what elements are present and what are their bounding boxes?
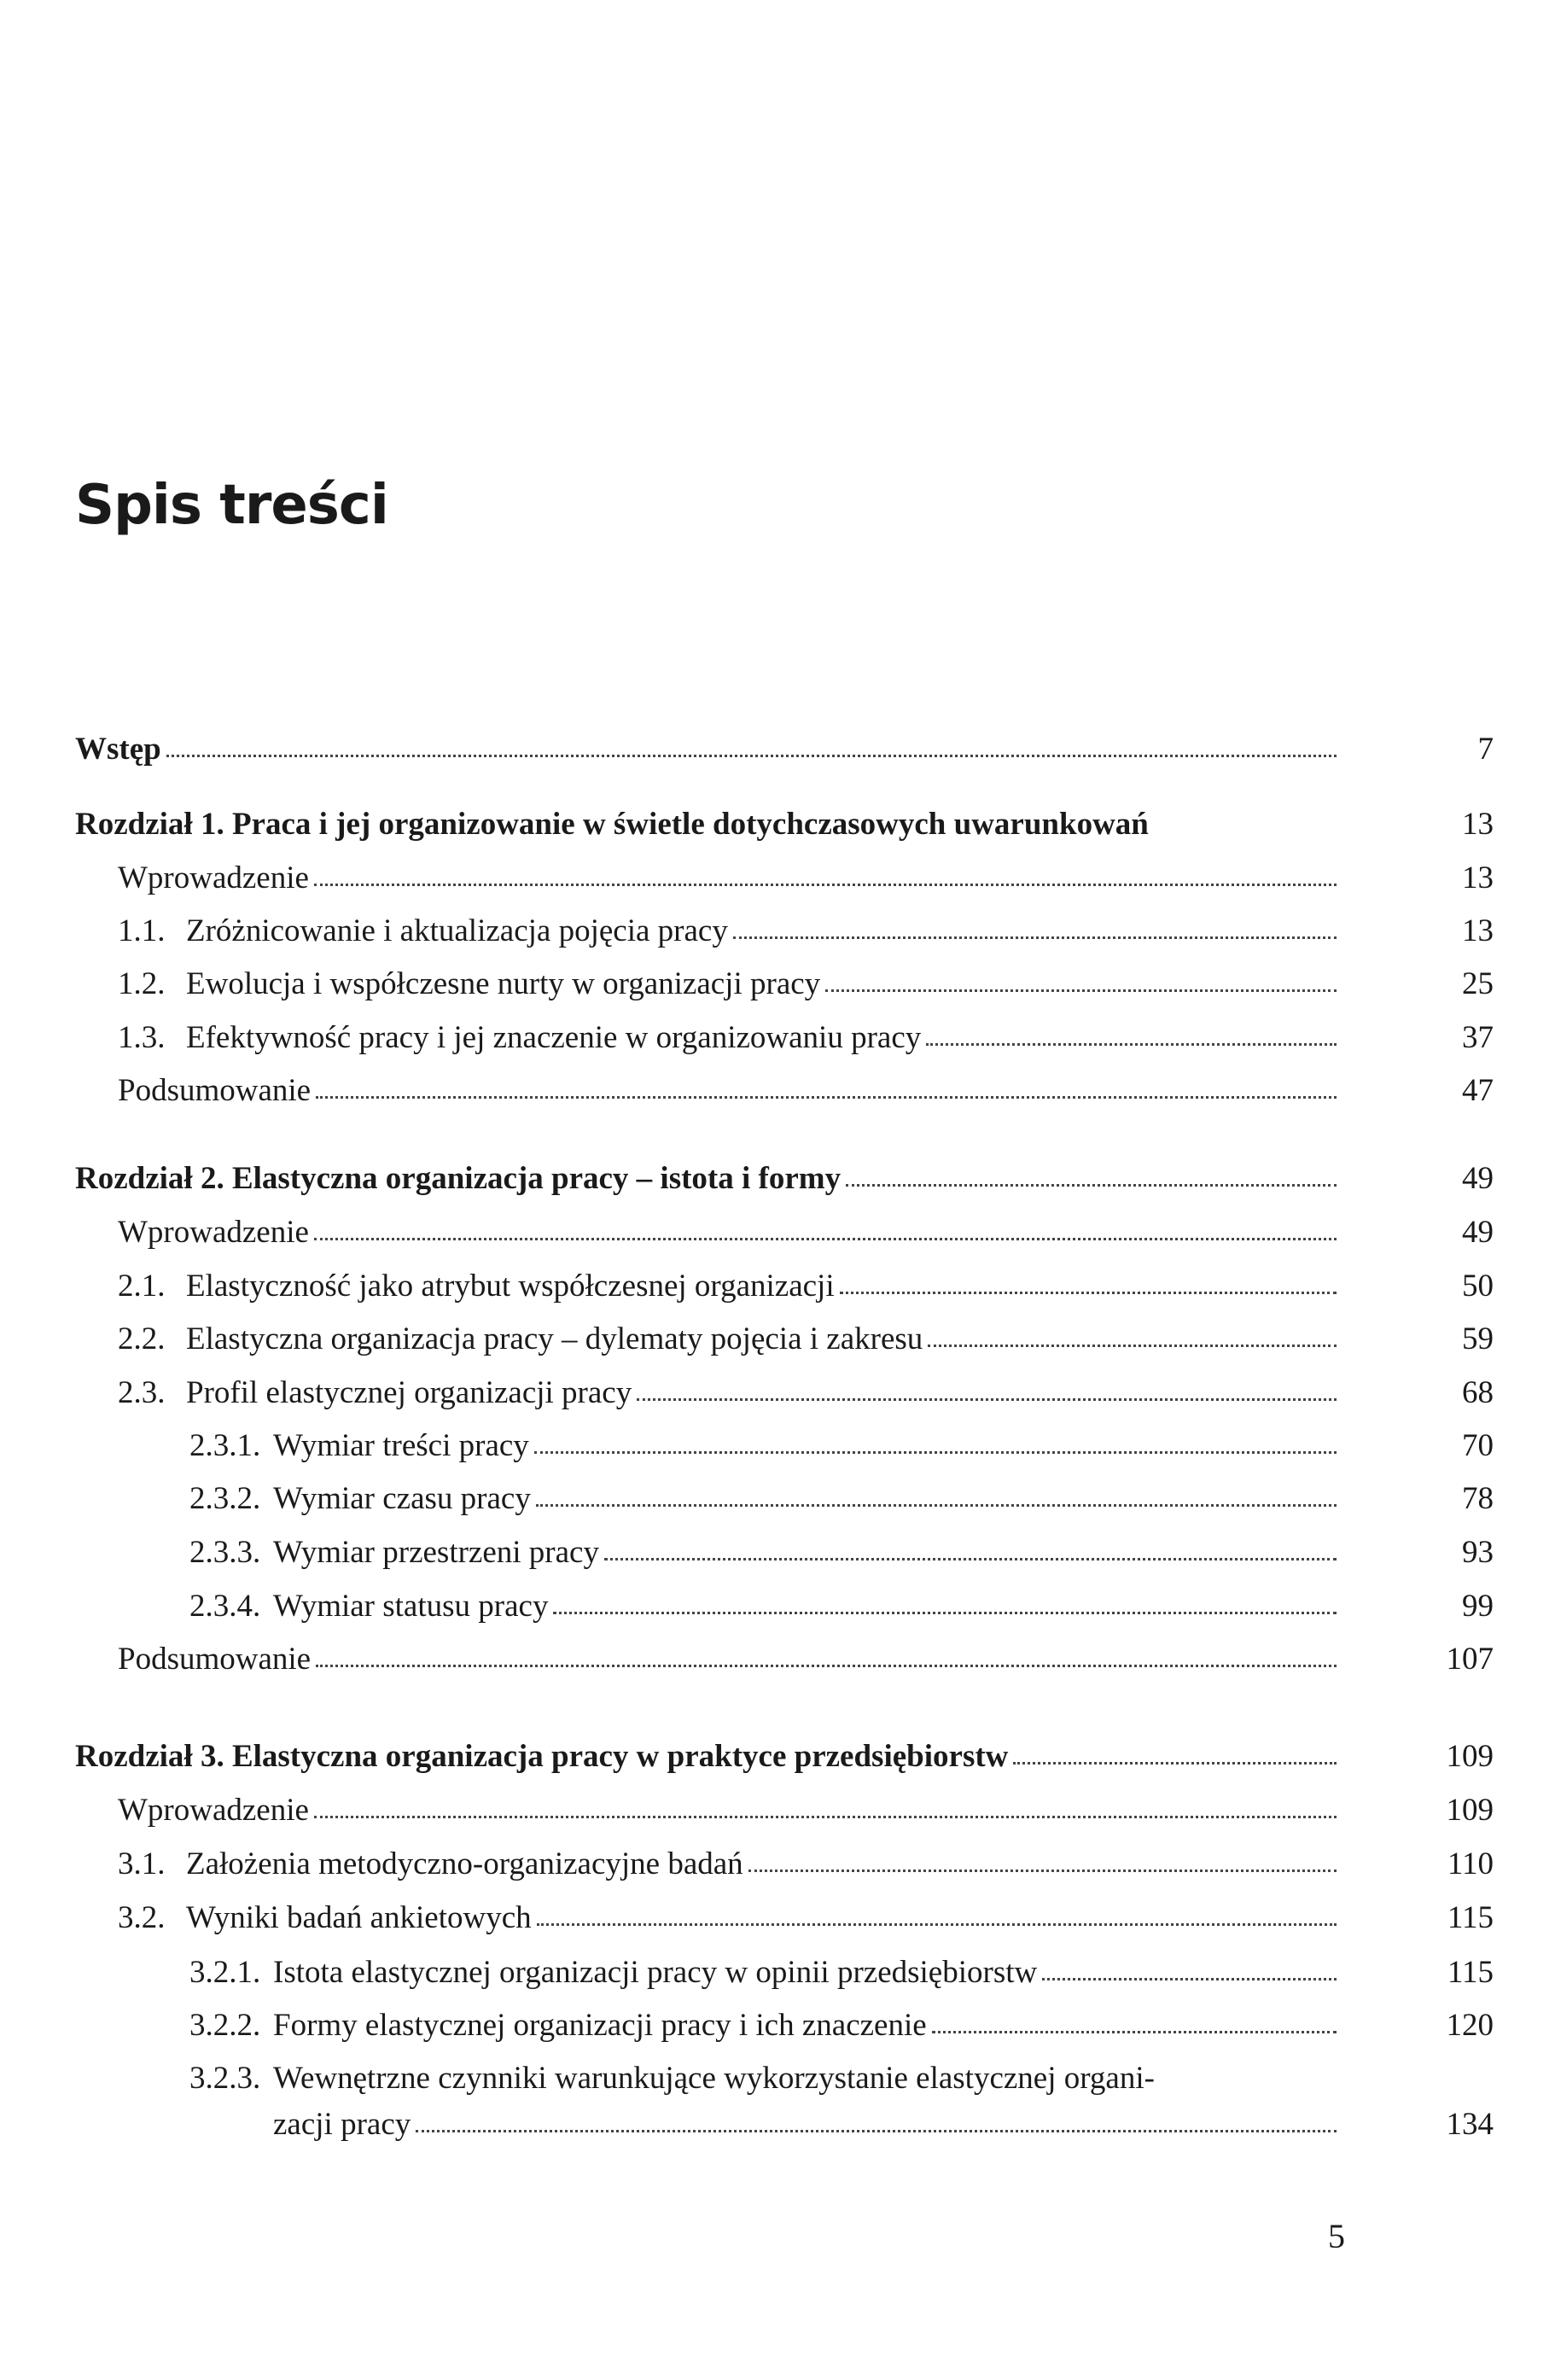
toc-chapter-label: Rozdział 2. Elastyczna organizacja pracy – istota i formy	[75, 1161, 842, 1196]
leader-dots	[314, 1816, 1337, 1818]
toc-entry-label: Wymiar treści pracy	[273, 1428, 529, 1463]
toc-entry[interactable]	[118, 913, 1494, 954]
toc-entry-number: 1.2.	[118, 966, 166, 1001]
leader-dots	[928, 1345, 1337, 1347]
toc-entry-label: Podsumowanie	[118, 1073, 312, 1108]
leader-dots	[1042, 1978, 1337, 1980]
toc-page-number: 109	[1446, 1793, 1494, 1828]
toc-entry-number: 3.2.1.	[189, 1955, 261, 1990]
page-title: Spis treści	[75, 474, 388, 537]
toc-subentry[interactable]	[189, 1534, 1494, 1575]
toc-page-number: 47	[1462, 1073, 1494, 1108]
toc-entry[interactable]	[118, 1072, 1494, 1113]
leader-dots	[416, 2130, 1337, 2132]
toc-entry-number: 2.3.2.	[189, 1481, 261, 1516]
toc-page-number: 25	[1462, 966, 1494, 1001]
toc-entry[interactable]	[118, 860, 1494, 901]
toc-page-number: 50	[1462, 1269, 1494, 1304]
toc-page-number: 78	[1462, 1481, 1494, 1516]
toc-page-number: 13	[1462, 807, 1494, 842]
toc-page-number: 115	[1447, 1900, 1494, 1935]
leader-dots	[846, 1184, 1337, 1187]
leader-dots	[637, 1398, 1337, 1401]
toc-entry-label: Wprowadzenie	[118, 1215, 309, 1250]
toc-entry-label: Ewolucja i współczesne nurty w organizacji pracy	[186, 966, 821, 1001]
leader-dots	[604, 1558, 1337, 1560]
toc-entry-label: Wstęp	[75, 732, 161, 767]
leader-dots	[825, 989, 1337, 992]
toc-entry-number: 2.3.3.	[189, 1535, 261, 1570]
toc-entry-label: Wyniki badań ankietowych	[186, 1900, 532, 1935]
toc-entry-number: 3.1.	[118, 1846, 166, 1881]
toc-entry-label: Podsumowanie	[118, 1642, 312, 1677]
toc-page-number: 49	[1462, 1215, 1494, 1250]
leader-dots	[932, 2031, 1337, 2033]
toc-entry-number: 2.3.	[118, 1375, 166, 1410]
toc-page-number: 99	[1462, 1589, 1494, 1624]
toc-entry[interactable]	[118, 1019, 1494, 1060]
toc-entry-number: 3.2.	[118, 1900, 166, 1935]
toc-page-number: 109	[1446, 1739, 1494, 1774]
toc-entry-label: Zróżnicowanie i aktualizacja pojęcia pracy	[186, 913, 728, 948]
toc-page-number: 68	[1462, 1375, 1494, 1410]
toc-entry-number: 2.3.1.	[189, 1428, 261, 1463]
toc-entry-number: 1.3.	[118, 1020, 166, 1055]
toc-page-number: 93	[1462, 1535, 1494, 1570]
toc-chapter-3[interactable]	[75, 1738, 1494, 1779]
toc-entry[interactable]	[118, 1214, 1494, 1255]
toc-page-number: 13	[1462, 860, 1494, 895]
toc-subentry[interactable]	[189, 1480, 1494, 1521]
toc-page-number: 120	[1446, 2008, 1494, 2043]
toc-page-number: 134	[1446, 2107, 1494, 2142]
toc-page-number: 70	[1462, 1428, 1494, 1463]
toc-subentry[interactable]	[189, 1427, 1494, 1468]
toc-entry-number: 2.3.4.	[189, 1589, 261, 1624]
leader-dots	[537, 1923, 1337, 1926]
leader-dots	[316, 1096, 1337, 1099]
toc-entry[interactable]	[118, 1641, 1494, 1682]
toc-entry[interactable]	[118, 1899, 1494, 1940]
toc-entry-label: Elastyczna organizacja pracy – dylematy pojęcia i zakresu	[186, 1321, 923, 1356]
toc-entry-label: zacji pracy	[273, 2107, 411, 2142]
toc-entry-label: Wymiar przestrzeni pracy	[273, 1535, 599, 1570]
leader-dots	[840, 1292, 1337, 1294]
leader-dots	[536, 1504, 1337, 1507]
toc-entry-number: 1.1.	[118, 913, 166, 948]
toc-subentry-continuation[interactable]	[273, 2106, 1494, 2147]
toc-page-number: 115	[1447, 1955, 1494, 1990]
leader-dots	[314, 1238, 1337, 1240]
toc-entry-number: 2.1.	[118, 1269, 166, 1304]
toc-subentry[interactable]	[189, 1954, 1494, 1995]
toc-entry-label: Wprowadzenie	[118, 860, 309, 895]
toc-entry-intro[interactable]	[75, 731, 1494, 772]
toc-entry-label: Formy elastycznej organizacji pracy i ich znaczenie	[273, 2008, 927, 2043]
leader-dots	[748, 1870, 1337, 1872]
toc-entry-number: 2.2.	[118, 1321, 166, 1356]
toc-subentry[interactable]	[189, 1588, 1494, 1629]
toc-entry-label: Elastyczność jako atrybut współczesnej organizacji	[186, 1269, 835, 1304]
toc-chapter-label: Rozdział 3. Elastyczna organizacja pracy w praktyce przedsiębiorstw	[75, 1739, 1009, 1774]
leader-dots	[166, 755, 1337, 757]
toc-entry-label: Profil elastycznej organizacji pracy	[186, 1375, 632, 1410]
toc-entry-number: 3.2.2.	[189, 2008, 261, 2043]
toc-page-number: 107	[1446, 1642, 1494, 1677]
toc-subentry[interactable]	[189, 2007, 1494, 2048]
leader-dots	[1013, 1762, 1337, 1765]
toc-entry[interactable]	[118, 1321, 1494, 1362]
toc-page-number: 110	[1447, 1846, 1494, 1881]
leader-dots	[316, 1665, 1337, 1667]
leader-dots	[314, 884, 1337, 886]
toc-entry-number: 3.2.3.	[189, 2061, 261, 2096]
toc-page-number: 13	[1462, 913, 1494, 948]
toc-entry[interactable]	[118, 965, 1494, 1006]
toc-page-number: 49	[1462, 1161, 1494, 1196]
toc-chapter-1[interactable]	[75, 806, 1494, 847]
toc-chapter-label: Rozdział 1. Praca i jej organizowanie w świetle dotychczasowych uwarunkowań	[75, 807, 1149, 842]
toc-page-number: 59	[1462, 1321, 1494, 1356]
toc-entry-label: Efektywność pracy i jej znaczenie w organizowaniu pracy	[186, 1020, 922, 1055]
toc-entry-label: Wymiar statusu pracy	[273, 1589, 549, 1624]
toc-entry[interactable]	[118, 1846, 1494, 1887]
toc-entry-label: Wewnętrzne czynniki warunkujące wykorzystanie elastycznej organi-	[273, 2061, 1155, 2096]
leader-dots	[534, 1451, 1337, 1454]
toc-entry-label: Istota elastycznej organizacji pracy w opinii przedsiębiorstw	[273, 1955, 1038, 1990]
toc-entry[interactable]	[118, 1268, 1494, 1309]
toc-subentry[interactable]	[189, 2060, 1343, 2101]
leader-dots	[926, 1043, 1337, 1046]
toc-entry[interactable]	[118, 1792, 1494, 1833]
toc-page-number: 37	[1462, 1020, 1494, 1055]
toc-entry-label: Założenia metodyczno-organizacyjne badań	[186, 1846, 743, 1881]
page-number: 5	[1328, 2217, 1345, 2255]
toc-entry-label: Wymiar czasu pracy	[273, 1481, 531, 1516]
toc-chapter-2[interactable]	[75, 1160, 1494, 1201]
leader-dots	[553, 1612, 1337, 1614]
toc-entry[interactable]	[118, 1374, 1494, 1415]
toc-entry-label: Wprowadzenie	[118, 1793, 309, 1828]
leader-dots	[733, 936, 1337, 939]
toc-page-number: 7	[1477, 732, 1494, 767]
